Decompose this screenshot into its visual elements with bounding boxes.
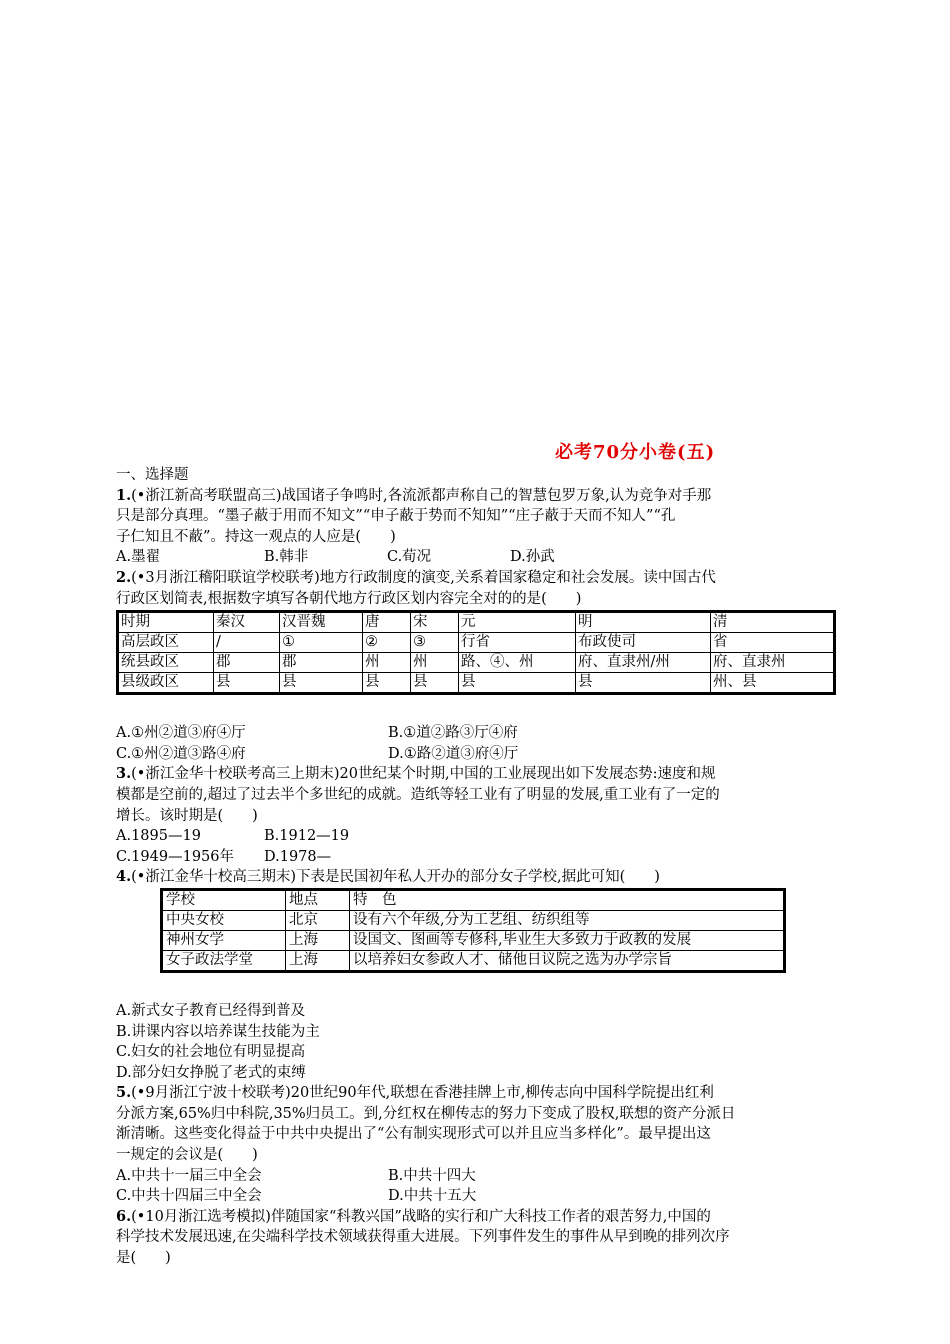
question-3 [116, 764, 836, 867]
table-cell: 神州女学 [162, 930, 286, 950]
table-cell: 省 [711, 633, 835, 653]
question-number: 5. [116, 1084, 132, 1102]
table-cell: 清 [711, 612, 835, 633]
question-text-line: 4.(•浙江金华十校高三期末)下表是民国初年私人开办的部分女子学校,据此可知( ) [116, 868, 660, 886]
option-d[interactable]: D.孙武 [510, 549, 555, 566]
question-1 [116, 486, 836, 568]
option-b[interactable]: B.中共十四大 [388, 1167, 476, 1184]
table-cell: 县 [363, 673, 411, 694]
table-cell: 府、直隶州 [711, 653, 835, 673]
option-d[interactable]: D.1978— [264, 848, 332, 865]
table-cell: 布政使司 [576, 633, 711, 653]
table-cell: / [214, 633, 280, 653]
option-c[interactable]: C.1949—1956年 [116, 848, 234, 865]
table-row [118, 673, 835, 694]
question-text-line: 模都是空前的,超过了过去半个多世纪的成就。造纸等轻工业有了明显的发展,重工业有了一定的 [116, 786, 720, 803]
section-heading: 一、选择题 [116, 467, 189, 483]
option-d[interactable]: D.①路②道③府④厅 [388, 745, 519, 762]
table-row [162, 889, 785, 910]
option-c[interactable]: C.妇女的社会地位有明显提高 [116, 1044, 306, 1061]
option-c[interactable]: C.荀况 [387, 549, 432, 566]
question-text-line: 渐清晰。这些变化得益于中共中央提出了“公有制实现形式可以并且应当多样化”。最早提出这 [116, 1126, 711, 1143]
question-text-line: 一规定的会议是( ) [116, 1147, 258, 1164]
table-cell: 明 [576, 612, 711, 633]
table-cell: 特 色 [350, 889, 785, 910]
table-cell: 地点 [286, 889, 350, 910]
options-row [116, 723, 836, 744]
table-cell: 统县政区 [118, 653, 214, 673]
question-text-line: 是( ) [116, 1250, 171, 1267]
question-5 [116, 1083, 836, 1207]
question-text-line: 只是部分真理。“墨子蔽于用而不知文”“申子蔽于势而不知知”“庄子蔽于天而不知人”“孔 [116, 508, 676, 525]
table-cell: 郡 [280, 653, 363, 673]
table-cell: 女子政法学堂 [162, 950, 286, 971]
table-cell: 秦汉 [214, 612, 280, 633]
option-a[interactable]: A.1895—19 [116, 828, 201, 845]
table-cell: 县 [411, 673, 459, 694]
table-cell: 汉晋魏 [280, 612, 363, 633]
question-text-line: 1.(•浙江新高考联盟高三)战国诸子争鸣时,各流派都声称自己的智慧包罗万象,认为竞争对手那 [116, 486, 712, 504]
table-cell: 行省 [459, 633, 576, 653]
table-row [118, 612, 835, 633]
option-c[interactable]: C.中共十四届三中全会 [116, 1188, 262, 1205]
options-row [116, 826, 836, 847]
table-cell: 时期 [118, 612, 214, 633]
option-d[interactable]: D.中共十五大 [388, 1188, 477, 1205]
question-number: 3. [116, 765, 132, 783]
options-row [116, 744, 836, 765]
options-row [116, 1166, 836, 1187]
question-text-line: 6.(•10月浙江选考模拟)伴随国家“科教兴国”战略的实行和广大科技工作者的艰苦努力,中国的 [116, 1207, 711, 1225]
question-2 [116, 568, 836, 764]
table-cell: 县级政区 [118, 673, 214, 694]
option-a[interactable]: A.新式女子教育已经得到普及 [116, 1002, 306, 1019]
question-text-line: 增长。该时期是( ) [116, 807, 258, 824]
table-cell: ② [363, 633, 411, 653]
table-cell: ③ [411, 633, 459, 653]
table-cell: 元 [459, 612, 576, 633]
question-number: 4. [116, 868, 132, 886]
table-cell: 高层政区 [118, 633, 214, 653]
table-cell: 唐 [363, 612, 411, 633]
table-row [118, 653, 835, 673]
options-row [116, 547, 836, 568]
option-a[interactable]: A.①州②道③府④厅 [116, 725, 246, 742]
table-cell: ① [280, 633, 363, 653]
table-cell: 学校 [162, 889, 286, 910]
question-6 [116, 1207, 836, 1269]
admin-division-table [116, 610, 836, 695]
question-text-line: 科学技术发展迅速,在尖端科学技术领域获得重大进展。下列事件发生的事件从早到晚的排列次序 [116, 1229, 730, 1246]
table-cell: 上海 [286, 930, 350, 950]
question-4 [116, 867, 836, 1083]
question-text-line: 5.(•9月浙江宁波十校联考)20世纪90年代,联想在香港挂牌上市,柳传志向中国科学院提出红利 [116, 1084, 714, 1102]
table-row [162, 910, 785, 930]
table-cell: 设有六个年级,分为工艺组、纺织组等 [350, 910, 785, 930]
table-cell: 州 [363, 653, 411, 673]
table-cell: 府、直隶州/州 [576, 653, 711, 673]
question-text-line: 3.(•浙江金华十校联考高三上期末)20世纪某个时期,中国的工业展现出如下发展态势:速度和规 [116, 765, 716, 783]
option-a[interactable]: A.墨翟 [116, 549, 161, 566]
page-title: 必考70分小卷(五) [555, 442, 716, 463]
option-b[interactable]: B.1912—19 [264, 828, 350, 845]
table-cell: 县 [214, 673, 280, 694]
option-b[interactable]: B.①道②路③厅④府 [388, 725, 518, 742]
table-cell: 北京 [286, 910, 350, 930]
table-cell: 设国文、图画等专修科,毕业生大多致力于政教的发展 [350, 930, 785, 950]
question-number: 1. [116, 486, 132, 504]
table-cell: 州 [411, 653, 459, 673]
question-number: 6. [116, 1207, 132, 1225]
table-cell: 中央女校 [162, 910, 286, 930]
table-cell: 县 [459, 673, 576, 694]
table-cell: 路、④、州 [459, 653, 576, 673]
option-b[interactable]: B.讲课内容以培养谋生技能为主 [116, 1023, 320, 1040]
table-cell: 县 [576, 673, 711, 694]
table-cell: 州、县 [711, 673, 835, 694]
table-cell: 以培养妇女参政人才、储他日议院之选为办学宗旨 [350, 950, 785, 971]
option-b[interactable]: B.韩非 [264, 549, 309, 566]
school-table [160, 888, 786, 973]
question-number: 2. [116, 568, 132, 586]
table-cell: 郡 [214, 653, 280, 673]
question-text-line: 2.(•3月浙江稽阳联谊学校联考)地方行政制度的演变,关系着国家稳定和社会发展。读中国古代 [116, 568, 716, 586]
table-row [162, 950, 785, 971]
options-row [116, 847, 836, 868]
options-row [116, 1186, 836, 1207]
question-content [116, 465, 836, 1269]
table-row [162, 930, 785, 950]
question-text-line: 子仁知且不蔽”。持这一观点的人应是( ) [116, 528, 396, 545]
table-cell: 县 [280, 673, 363, 694]
option-c[interactable]: C.①州②道③路④府 [116, 745, 246, 762]
table-row [118, 633, 835, 653]
question-text-line: 行政区划简表,根据数字填写各朝代地方行政区划内容完全对的的是( ) [116, 590, 582, 607]
option-d[interactable]: D.部分妇女挣脱了老式的束缚 [116, 1064, 306, 1081]
question-text-line: 分派方案,65%归中科院,35%归员工。到,分红权在柳传志的努力下变成了股权,联想的资产分派日 [116, 1105, 736, 1122]
table-cell: 宋 [411, 612, 459, 633]
option-a[interactable]: A.中共十一届三中全会 [116, 1167, 262, 1184]
table-cell: 上海 [286, 950, 350, 971]
